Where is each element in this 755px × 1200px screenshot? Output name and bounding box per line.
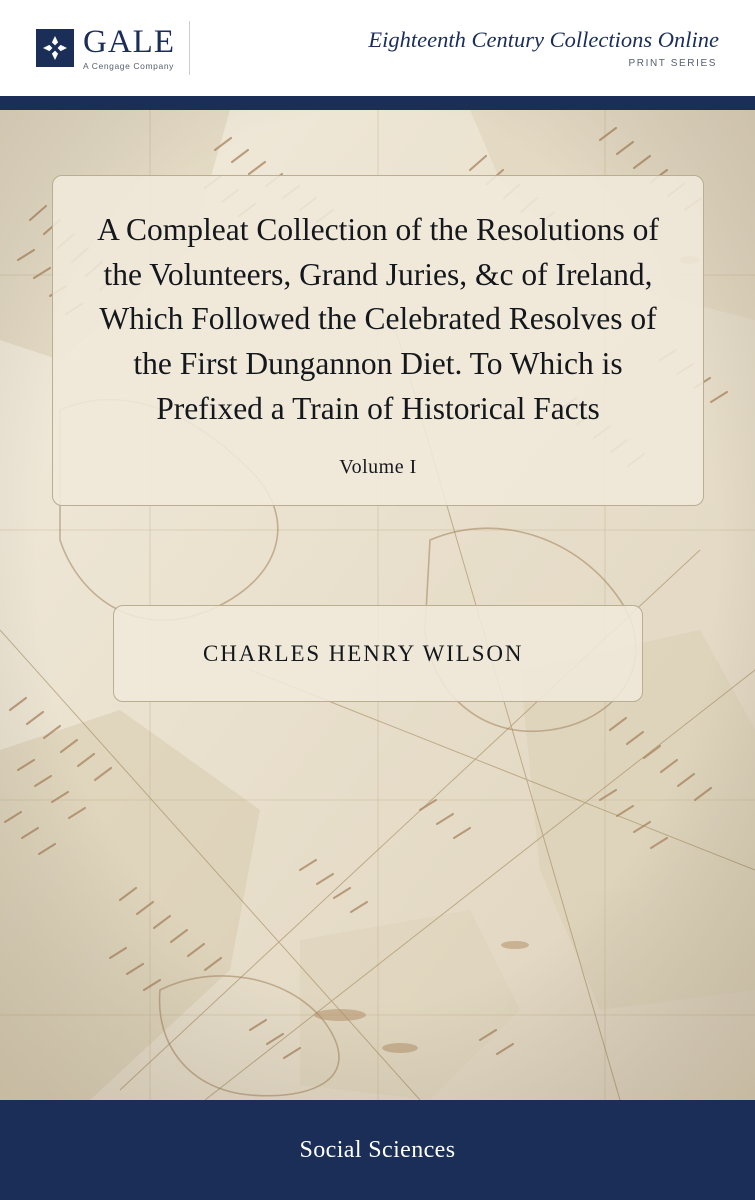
header-divider [189,21,190,75]
product-branding [208,27,719,69]
category-label: Social Sciences [299,1136,456,1163]
brand-name: GALE [83,23,175,60]
header-rule [0,96,755,110]
title-panel [52,175,704,506]
product-subtitle: PRINT SERIES [628,58,717,69]
category-footer [0,1100,755,1200]
volume-label: Volume I [339,455,417,478]
gale-brand [36,23,175,71]
brand-tagline: A Cengage Company [83,60,175,71]
product-title: Eighteenth Century Collections Online [368,27,719,52]
gale-logo-icon [36,29,74,67]
gale-header [0,0,755,96]
author-name: CHARLES HENRY WILSON [203,640,524,666]
author-panel [113,605,643,702]
page-title: A Compleat Collection of the Resolutions of the Volunteers, Grand Juries, &c of Ireland, Which Followed the Celebrated Resolves of the First Dungannon Diet. To Which is Prefixed a Train of Historical Facts [97,212,659,426]
